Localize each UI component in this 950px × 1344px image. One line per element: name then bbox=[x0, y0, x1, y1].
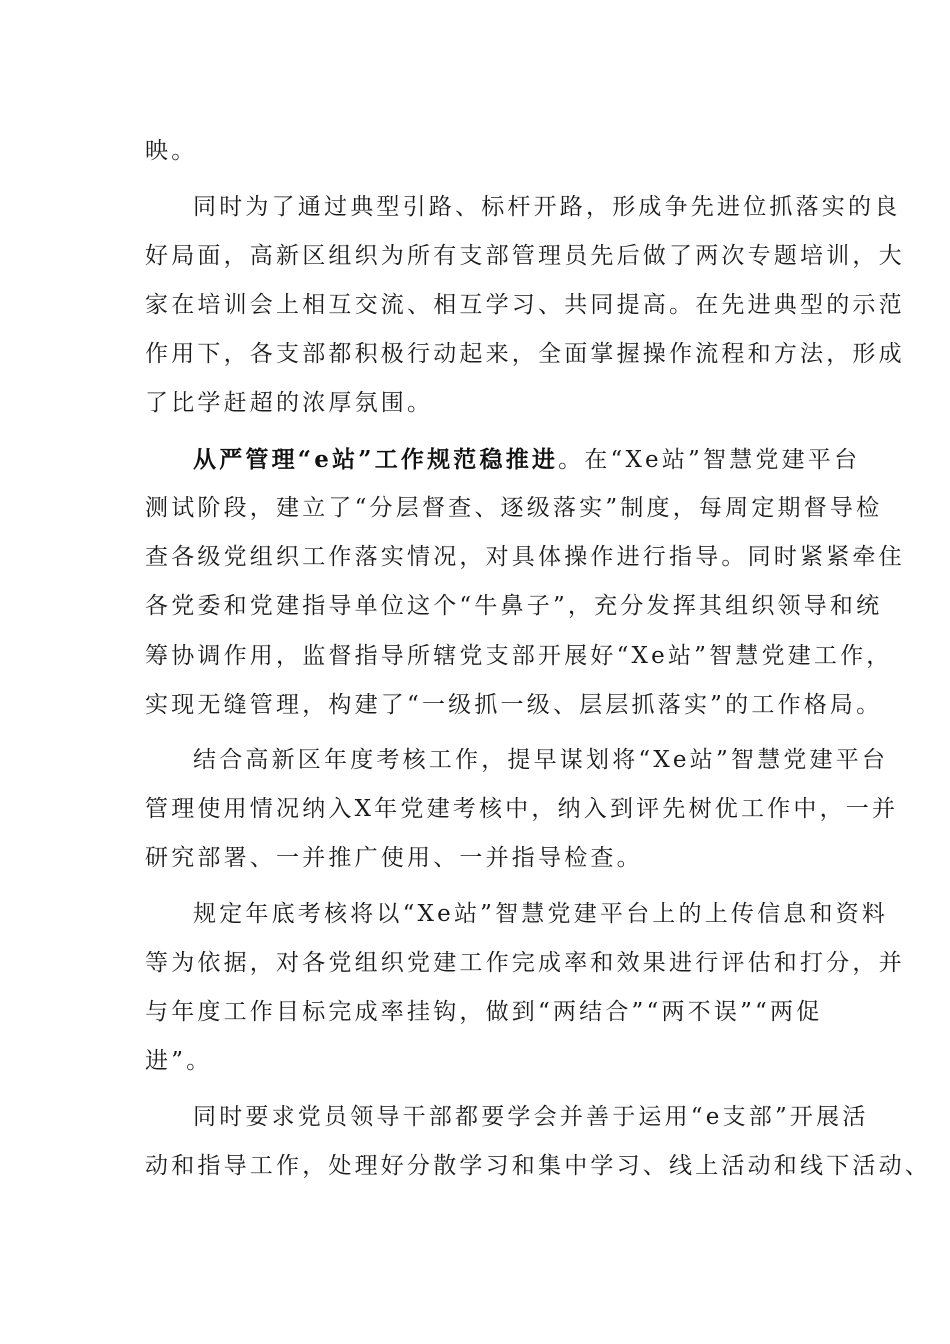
text-line: 进”。 bbox=[145, 1048, 213, 1074]
text-line: 同时为了通过典型引路、标杆开路，形成争先进位抓落实的良 bbox=[193, 194, 901, 220]
text-line: 测试阶段，建立了“分层督查、逐级落实”制度，每周定期督导检 bbox=[145, 495, 883, 521]
text-line: 与年度工作目标完成率挂钩，做到“两结合”“两不误”“两促 bbox=[145, 999, 823, 1025]
text-line: 各党委和党建指导单位这个“牛鼻子”，充分发挥其组织领导和统 bbox=[145, 593, 883, 619]
text-line: 从严管理“e站”工作规范稳推进。在“Xe站”智慧党建平台 bbox=[193, 446, 861, 473]
text-line: 筹协调作用，监督指导所辖党支部开展好“Xe站”智慧党建工作， bbox=[145, 643, 893, 669]
text-line: 研究部署、一并推广使用、一并指导检查。 bbox=[145, 845, 643, 871]
text-line: 管理使用情况纳入X年党建考核中，纳入到评先树优工作中，一并 bbox=[145, 796, 899, 822]
text-line: 结合高新区年度考核工作，提早谋划将“Xe站”智慧党建平台 bbox=[193, 747, 889, 773]
text-line: 查各级党组织工作落实情况，对具体操作进行指导。同时紧紧牵住 bbox=[145, 544, 905, 570]
section-heading: 从严管理“e站”工作规范稳推进 bbox=[193, 446, 559, 473]
text-line: 等为依据，对各党组织党建工作完成率和效果进行评估和打分，并 bbox=[145, 950, 905, 976]
text-line: 好局面，高新区组织为所有支部管理员先后做了两次专题培训，大 bbox=[145, 243, 905, 269]
text-line: 同时要求党员领导干部都要学会并善于运用“e支部”开展活 bbox=[193, 1104, 869, 1130]
text-line: 家在培训会上相互交流、相互学习、共同提高。在先进典型的示范 bbox=[145, 292, 905, 318]
text-line: 规定年底考核将以“Xe站”智慧党建平台上的上传信息和资料 bbox=[193, 901, 889, 927]
text-line: 作用下，各支部都积极行动起来，全面掌握操作流程和方法，形成 bbox=[145, 341, 905, 367]
text-line: 实现无缝管理，构建了“一级抓一级、层层抓落实”的工作格局。 bbox=[145, 692, 883, 718]
text-line: 动和指导工作，处理好分散学习和集中学习、线上活动和线下活动、 bbox=[145, 1153, 931, 1179]
text-line: 映。 bbox=[145, 138, 198, 164]
text-line: 了比学赶超的浓厚氛围。 bbox=[145, 390, 434, 416]
